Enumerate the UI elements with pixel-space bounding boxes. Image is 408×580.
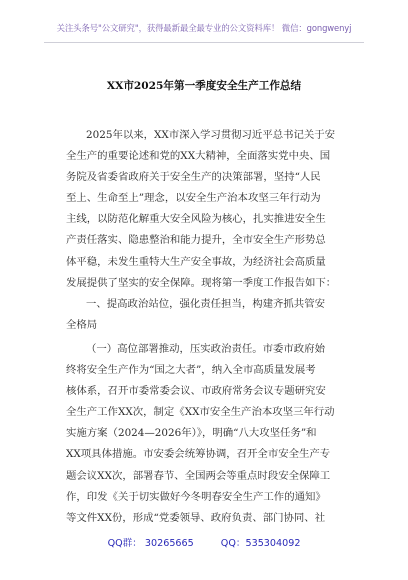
footer-contact [0, 535, 408, 549]
document-body [66, 125, 346, 529]
body-line: 主线，以防范化解重大安全风险为核心，扎实推进安全生 [66, 213, 326, 226]
header-divider [44, 42, 364, 43]
body-line: 体平稳，未发生重特大生产安全事故，为经济社会高质量 [66, 255, 326, 268]
body-line: 产责任落实、隐患整治和能力提升，全市安全生产形势总 [66, 234, 326, 247]
body-line: 务院及省委省政府关于安全生产的决策部署，坚持“人民 [66, 171, 321, 184]
body-line: 终将安全生产作为“国之大者”，纳入全市高质量发展考 [66, 364, 316, 377]
body-line: 2025年以来，XX市深入学习贯彻习近平总书记关于安 [86, 129, 336, 141]
body-line: 核体系，召开市委常委会议、市政府常务会议专题研究安 [66, 385, 326, 398]
footer-qq-group: QQ群： 30265665 [107, 538, 194, 549]
body-line: XX项具体措施。市安委会统筹协调，召开全市安全生产专 [66, 448, 331, 461]
body-line: 发展提供了坚实的安全保障。现将第一季度工作报告如下： [66, 276, 337, 289]
body-line: 实施方案（2024—2026年）》，明确“八大攻坚任务”和 [66, 427, 317, 440]
body-line: 全生产的重要论述和党的XX大精神，全面落实党中央、国 [66, 150, 331, 163]
body-line: 全生产工作XX次，制定《XX市安全生产治本攻坚三年行动 [66, 406, 335, 419]
body-line: 作，印发《关于切实做好今冬明春安全生产工作的通知》 [66, 490, 326, 503]
body-line: 至上、生命至上”理念，以安全生产治本攻坚三年行动为 [66, 192, 321, 205]
section-heading-cont: 全格局 [66, 318, 98, 331]
document-title: XX市2025年第一季度安全生产工作总结 [106, 80, 302, 92]
footer-qq: QQ：535304092 [220, 538, 301, 549]
body-line: （一）高位部署推动，压实政治责任。市委市政府始 [86, 342, 325, 355]
body-line: 题会议XX次，部署春节、全国两会等重点时段安全保障工 [66, 469, 331, 482]
header-promo-text: 关注头条号"公文研究"，获得最新最全最专业的公文资料库！ 微信：gongwenyj [56, 23, 352, 33]
body-line: 等文件XX份，形成“党委领导、政府负责、部门协同、社 [66, 511, 326, 524]
section-heading: 一、提高政治站位，强化责任担当，构建齐抓共管安 [86, 297, 325, 310]
